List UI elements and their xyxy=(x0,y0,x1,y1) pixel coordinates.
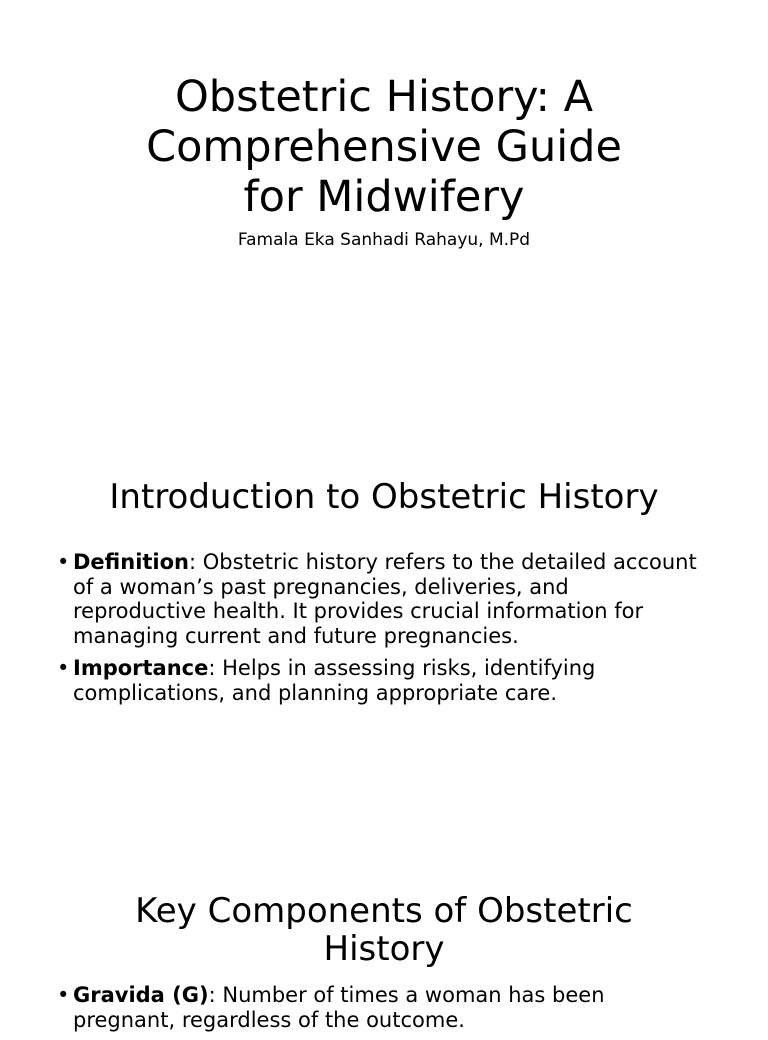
bullet-text: : Obstetric history refers to the detailed account of a woman’s past pregnancies, deliveries, and reproductive health. It provides crucial information for managing current and future pregnancies. xyxy=(73,550,697,648)
bullet-term: Importance xyxy=(73,656,209,680)
bullet-definition xyxy=(0,550,768,648)
heading-line: Key Components of Obstetric xyxy=(135,891,633,931)
bullet-importance xyxy=(0,656,768,705)
bullet-term: Gravida (G) xyxy=(73,983,209,1007)
bullet-marker: • xyxy=(57,656,70,680)
intro-bullet-list xyxy=(0,550,768,713)
bullet-term: Definition xyxy=(73,550,190,574)
key-components-heading xyxy=(0,892,768,968)
key-components-slide xyxy=(0,835,768,1032)
bullet-marker: • xyxy=(57,983,70,1007)
author-name: Famala Eka Sanhadi Rahayu, M.Pd xyxy=(237,230,531,250)
intro-slide xyxy=(0,420,768,835)
title-line: Obstetric History: A xyxy=(174,72,594,122)
bullet-marker: • xyxy=(57,550,70,574)
title-line: Comprehensive Guide xyxy=(146,122,622,172)
bullet-gravida xyxy=(0,983,768,1032)
key-bullet-list xyxy=(0,983,768,1040)
title-slide xyxy=(0,0,768,420)
heading-line: History xyxy=(323,929,445,969)
bullet-text: : Number of times a woman has been pregnant, regardless of the outcome. xyxy=(73,983,605,1032)
title-line: for Midwifery xyxy=(243,172,525,222)
presentation-title xyxy=(0,72,768,222)
intro-heading: Introduction to Obstetric History xyxy=(109,477,659,517)
bullet-text: : Helps in assessing risks, identifying complications, and planning appropriate care. xyxy=(73,656,596,705)
